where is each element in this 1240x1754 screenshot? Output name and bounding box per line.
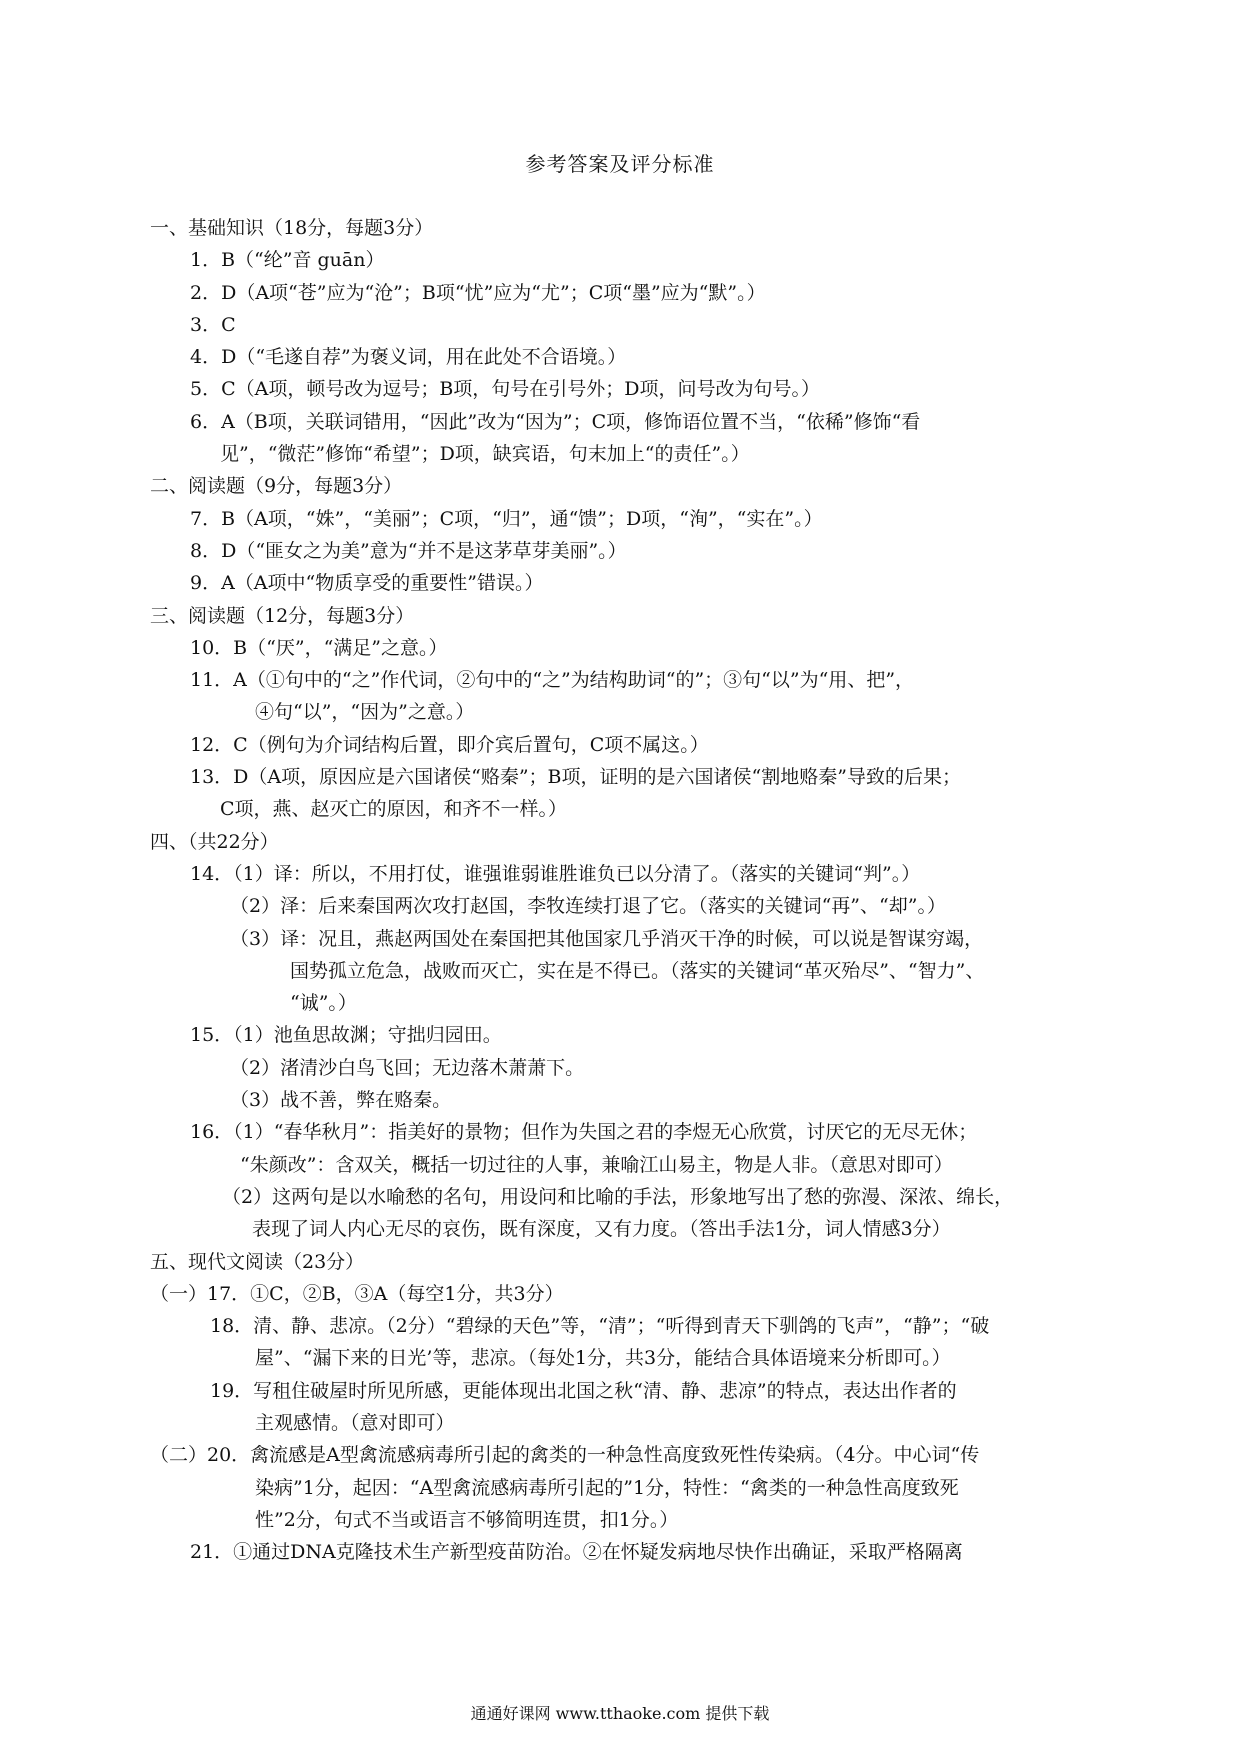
answer-list	[150, 212, 1110, 1568]
answer-line: （3）译：况且，燕赵两国处在秦国把其他国家几乎消灭干净的时候，可以说是智谋穷竭，	[230, 927, 984, 950]
answer-line: 11．A（①句中的“之”作代词，②句中的“之”为结构助词“的”；③句“以”为“用、把”，	[190, 669, 915, 692]
answer-line: 19．写租住破屋时所见所感，更能体现出北国之秋“清、静、悲凉”的特点，表达出作者的	[210, 1379, 957, 1402]
answer-line: 三、阅读题（12分，每题3分）	[150, 604, 415, 627]
answer-line: （2）泽：后来秦国两次攻打赵国，李牧连续打退了它。（落实的关键词“再”、“却”。）	[230, 895, 946, 918]
page-title: 参考答案及评分标准	[525, 152, 715, 176]
answer-line: 15．（1）池鱼思故渊；守拙归园田。	[190, 1024, 502, 1047]
answer-line: 4．D（“毛遂自荐”为褒义词，用在此处不合语境。）	[190, 346, 627, 369]
answer-line: 国势孤立危急，战败而灭亡，实在是不得已。（落实的关键词“革灭殆尽”、“智力”、	[290, 959, 985, 982]
answer-line: 染病”1分，起因：“A型禽流感病毒所引起的”1分，特性：“禽类的一种急性高度致死	[255, 1476, 959, 1499]
answer-line: （2）这两句是以水喻愁的名句，用设问和比喻的手法，形象地写出了愁的弥漫、深浓、绵长，	[222, 1185, 1014, 1208]
answer-line: 16．（1）“春华秋月”：指美好的景物；但作为失国之君的李煜无心欣赏，讨厌它的无尽无休；	[190, 1121, 978, 1144]
answer-line: 2．D（A项“苍”应为“沧”；B项“忧”应为“尤”；C项“墨”应为“默”。）	[190, 281, 766, 304]
answer-line: 性”2分，句式不当或语言不够简明连贯，扣1分。）	[255, 1508, 679, 1531]
answer-line: （3）战不善，弊在赂秦。	[230, 1089, 452, 1112]
answer-line: （2）渚清沙白鸟飞回；无边落木萧萧下。	[230, 1056, 585, 1079]
page-footer: 通通好课网 www.tthaoke.com 提供下载	[470, 1704, 770, 1723]
answer-line: 四、（共22分）	[150, 830, 279, 853]
answer-line: ④句“以”，“因为”之意。）	[255, 701, 475, 724]
answer-line: （二）20．禽流感是A型禽流感病毒所引起的禽类的一种急性高度致死性传染病。（4分。中心词“传	[150, 1444, 980, 1467]
answer-line: 7．B（A项，“姝”，“美丽”；C项，“归”，通“馈”；D项，“洵”，“实在”。）	[190, 507, 823, 530]
answer-line: 屋”、“漏下来的日光’等，悲凉。（每处1分，共3分，能结合具体语境来分析即可。）	[255, 1347, 951, 1370]
answer-line: 21．①通过DNA克隆技术生产新型疫苗防治。②在怀疑发病地尽快作出确证，采取严格隔离	[190, 1541, 963, 1564]
answer-line: （一）17．①C，②B，③A（每空1分，共3分）	[150, 1282, 564, 1305]
answer-line: 二、阅读题（9分，每题3分）	[150, 475, 403, 498]
answer-line: “朱颜改”：含双关，概括一切过往的人事，兼喻江山易主，物是人非。（意思对即可）	[240, 1153, 953, 1176]
answer-line: 3．C	[190, 313, 236, 336]
answer-line: 见”，“微茫”修饰“希望”；D项，缺宾语，句末加上“的责任”。）	[220, 443, 750, 466]
answer-line: 18．清、静、悲凉。（2分）“碧绿的天色”等，“清”；“听得到青天下驯鸽的飞声”，“静”；“破	[210, 1315, 990, 1338]
answer-line: 10．B（“厌”，“满足”之意。）	[190, 636, 448, 659]
answer-line: 14．（1）译：所以，不用打仗，谁强谁弱谁胜谁负已以分清了。（落实的关键词“判”。）	[190, 862, 921, 885]
answer-line: 主观感情。（意对即可）	[255, 1411, 455, 1434]
answer-line: 表现了词人内心无尽的哀伤，既有深度，又有力度。（答出手法1分，词人情感3分）	[252, 1218, 951, 1241]
answer-line: “诚”。）	[290, 992, 357, 1015]
answer-line: 12．C（例句为介词结构后置，即介宾后置句，C项不属这。）	[190, 733, 709, 756]
answer-line: 一、基础知识（18分，每题3分）	[150, 217, 434, 239]
answer-line: 9．A（A项中“物质享受的重要性”错误。）	[190, 572, 544, 595]
answer-line: 5．C（A项，顿号改为逗号；B项，句号在引号外；D项，问号改为句号。）	[190, 378, 821, 401]
answer-line: 8．D（“匪女之为美”意为“并不是这茅草芽美丽”。）	[190, 539, 627, 562]
answer-line: 五、现代文阅读（23分）	[150, 1250, 365, 1273]
answer-line: C项，燕、赵灭亡的原因，和齐不一样。）	[220, 798, 568, 821]
answer-line: 1．B（“纶”音 guān）	[190, 249, 385, 272]
answer-line: 6．A（B项，关联词错用，“因此”改为“因为”；C项，修饰语位置不当，“依稀”修饰“看	[190, 410, 921, 433]
answer-line: 13．D（A项，原因应是六国诸侯“赂秦”；B项，证明的是六国诸侯“割地赂秦”导致的后果；	[190, 766, 961, 789]
